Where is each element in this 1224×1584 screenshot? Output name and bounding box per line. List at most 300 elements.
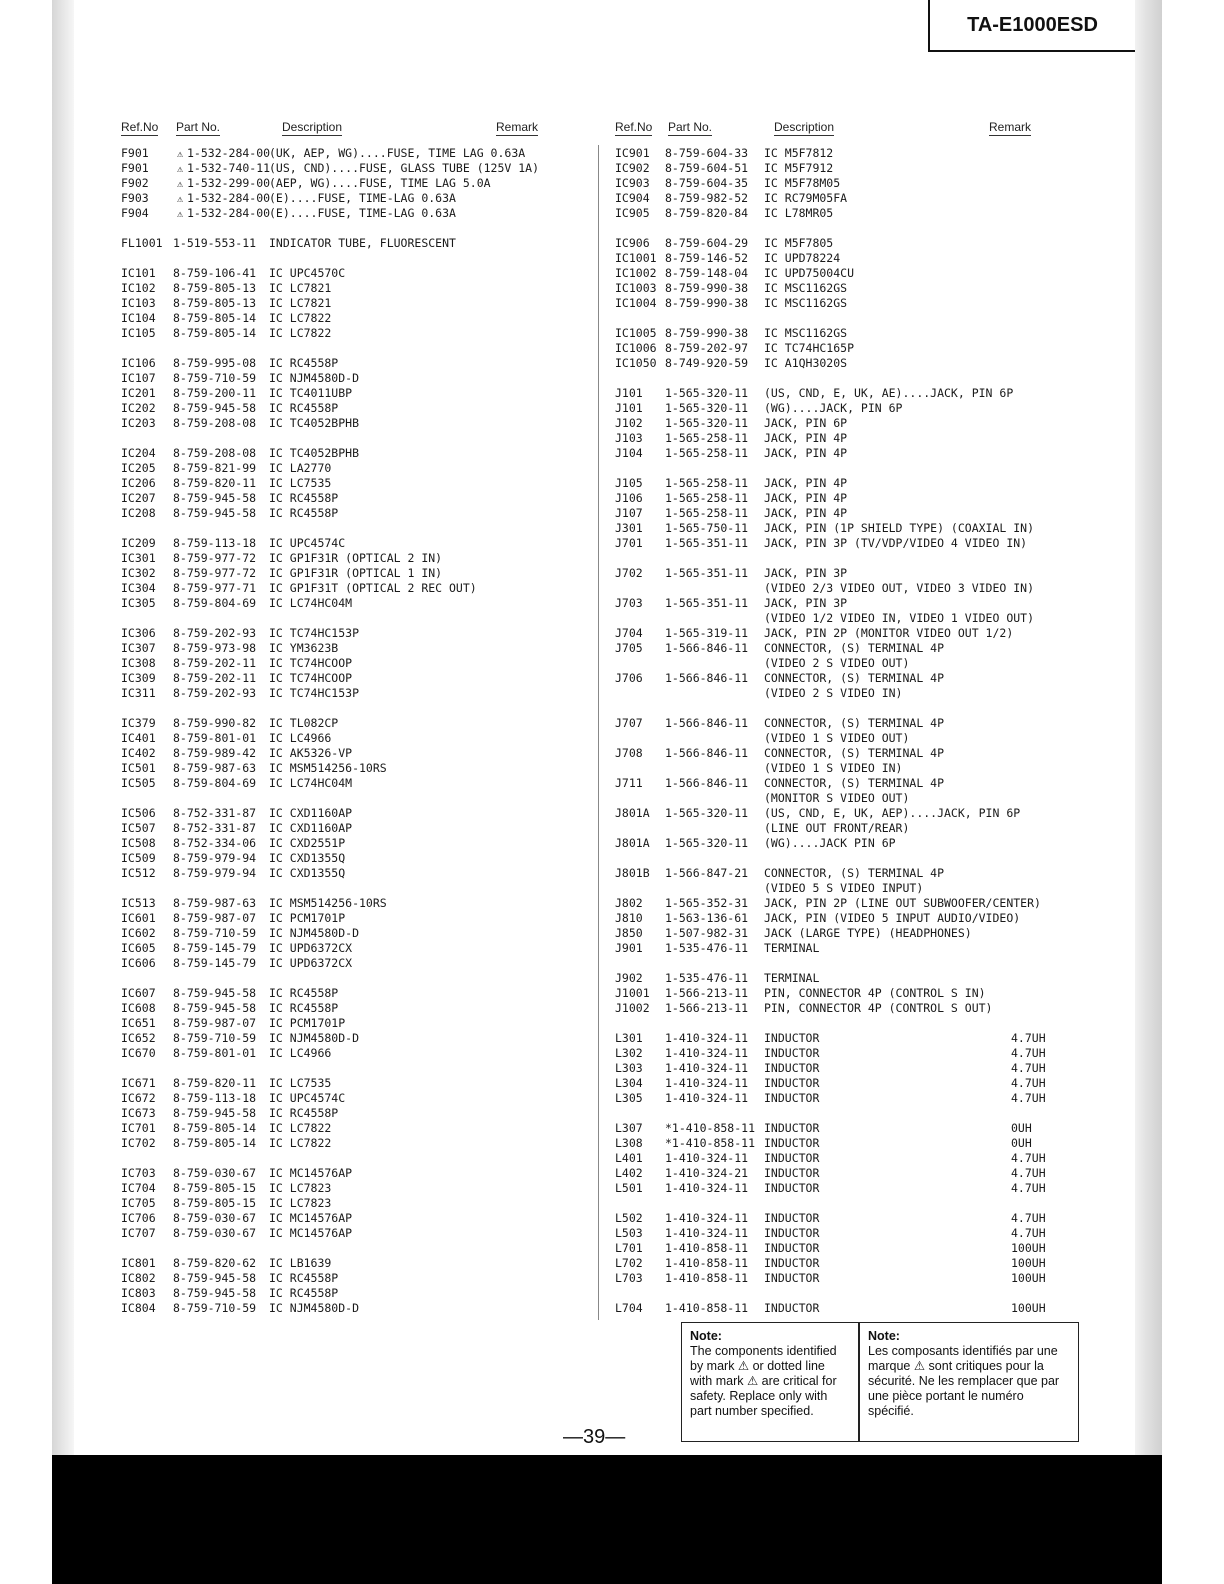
part-number: 1-532-284-00 xyxy=(187,206,271,220)
part-no xyxy=(173,506,256,521)
ref-no: J706 xyxy=(615,671,643,685)
part-no xyxy=(665,1001,748,1016)
table-row xyxy=(121,821,551,836)
description: JACK, PIN (VIDEO 5 INPUT AUDIO/VIDEO) xyxy=(764,911,1021,925)
table-row xyxy=(121,1016,551,1031)
part-number: 1-519-553-11 xyxy=(173,236,257,250)
table-row xyxy=(615,416,1075,431)
part-number: 8-759-979-94 xyxy=(173,851,257,865)
safety-note-box xyxy=(681,1322,1079,1442)
inductance-value: 4.7UH xyxy=(1011,1091,1046,1105)
description: (LINE OUT FRONT/REAR) xyxy=(764,821,910,835)
ref-no: IC508 xyxy=(121,836,156,850)
part-number: 8-752-331-87 xyxy=(173,821,257,835)
description: INDUCTOR 4.7UH xyxy=(764,1091,1046,1105)
ref-no: J701 xyxy=(615,536,643,550)
ref-no: IC905 xyxy=(615,206,650,220)
part-number: 1-565-258-11 xyxy=(665,446,749,460)
table-row xyxy=(615,536,1075,551)
ref-no: IC652 xyxy=(121,1031,156,1045)
ref-no: IC1002 xyxy=(615,266,657,280)
inductance-value: 4.7UH xyxy=(1011,1031,1046,1045)
part-number: 8-759-990-38 xyxy=(665,281,749,295)
table-row xyxy=(121,1136,551,1151)
safety-note-english xyxy=(690,1329,850,1419)
ref-no: IC305 xyxy=(121,596,156,610)
ref-no: IC206 xyxy=(121,476,156,490)
description: IC GP1F31T (OPTICAL 2 REC OUT) xyxy=(269,581,477,595)
part-number: 8-759-945-58 xyxy=(173,1286,257,1300)
page-edge-shadow-left xyxy=(52,0,74,1455)
table-row xyxy=(121,461,551,476)
part-number: 8-759-202-93 xyxy=(173,626,257,640)
parts-rows-left xyxy=(121,146,551,1316)
ref-no: IC203 xyxy=(121,416,156,430)
model-number: TA-E1000ESD xyxy=(928,0,1135,52)
table-row xyxy=(121,941,551,956)
description: INDUCTOR 100UH xyxy=(764,1301,1046,1315)
part-no xyxy=(173,896,256,911)
part-no xyxy=(665,971,748,986)
part-no xyxy=(665,866,748,881)
ref-no: J705 xyxy=(615,641,643,655)
part-no xyxy=(173,641,256,656)
note-body: The components identified by mark ⚠ or dotted line with mark ⚠ are critical for safety. Replace only with part number specified. xyxy=(690,1344,837,1418)
part-no xyxy=(665,356,748,371)
description: IC GP1F31R (OPTICAL 2 IN) xyxy=(269,551,443,565)
part-no xyxy=(173,1166,256,1181)
table-row xyxy=(615,326,1075,341)
inductance-value: 4.7UH xyxy=(1011,1151,1046,1165)
part-no xyxy=(173,1106,256,1121)
part-number: 1-566-846-11 xyxy=(665,746,749,760)
part-number: 8-749-920-59 xyxy=(665,356,749,370)
ref-no: L302 xyxy=(615,1046,643,1060)
part-no xyxy=(173,551,256,566)
header-remark: Remark xyxy=(989,120,1032,134)
part-no xyxy=(665,476,748,491)
part-no xyxy=(173,161,270,177)
ref-no: IC672 xyxy=(121,1091,156,1105)
ref-no: L304 xyxy=(615,1076,643,1090)
part-no xyxy=(173,1286,256,1301)
part-number: 1-410-324-11 xyxy=(665,1046,749,1060)
description: JACK, PIN 4P xyxy=(764,506,848,520)
table-row xyxy=(615,1226,1075,1241)
part-no xyxy=(665,1256,748,1271)
description: IC A1QH3020S xyxy=(764,356,848,370)
part-no xyxy=(173,536,256,551)
table-row xyxy=(121,1256,551,1271)
table-row xyxy=(121,416,551,431)
note-body: Les composants identifiés par une marque ⚠ sont critiques pour la sécurité. Ne les remplacer que par une pièce portant le numéro spécifié. xyxy=(868,1344,1060,1418)
description: TERMINAL xyxy=(764,971,820,985)
ref-no: FL1001 xyxy=(121,236,163,250)
ref-no: IC702 xyxy=(121,1136,156,1150)
parts-rows-right xyxy=(615,146,1075,1316)
safety-warning-icon: ⚠ xyxy=(176,164,184,175)
ref-no: IC605 xyxy=(121,941,156,955)
part-number: 1-565-319-11 xyxy=(665,626,749,640)
table-row xyxy=(615,686,1075,701)
part-no xyxy=(173,206,270,222)
description: (VIDEO 1/2 VIDEO IN, VIDEO 1 VIDEO OUT) xyxy=(764,611,1035,625)
description: IC UPD6372CX xyxy=(269,956,353,970)
table-row xyxy=(615,281,1075,296)
ref-no: F901 xyxy=(121,146,149,160)
part-no xyxy=(665,596,748,611)
part-no xyxy=(665,836,748,851)
table-row xyxy=(121,806,551,821)
table-row xyxy=(615,1151,1075,1166)
part-no xyxy=(173,866,256,881)
table-row xyxy=(121,1166,551,1181)
part-number: 8-759-146-52 xyxy=(665,251,749,265)
description: INDUCTOR 4.7UH xyxy=(764,1076,1046,1090)
part-number: 1-566-213-11 xyxy=(665,986,749,1000)
parts-group xyxy=(121,716,551,791)
note-divider xyxy=(858,1323,860,1441)
part-no xyxy=(665,1061,748,1076)
part-number: 1-565-258-11 xyxy=(665,431,749,445)
description: (US, CND, E, UK, AE)....JACK, PIN 6P xyxy=(764,386,1014,400)
description: IC LA2770 xyxy=(269,461,332,475)
table-row xyxy=(615,881,1075,896)
inductance-value: 4.7UH xyxy=(1011,1076,1046,1090)
part-number: 1-532-284-00 xyxy=(187,146,271,160)
description: INDUCTOR 0UH xyxy=(764,1121,1032,1135)
parts-group xyxy=(121,626,551,701)
ref-no: L305 xyxy=(615,1091,643,1105)
part-number: 8-759-805-13 xyxy=(173,296,257,310)
part-number: 8-759-945-58 xyxy=(173,1271,257,1285)
description: (E)....FUSE, TIME-LAG 0.63A xyxy=(269,191,456,205)
table-row xyxy=(121,266,551,281)
part-number: 8-759-982-52 xyxy=(665,191,749,205)
part-number: 1-410-324-11 xyxy=(665,1181,749,1195)
ref-no: IC706 xyxy=(121,1211,156,1225)
part-number: 1-410-324-11 xyxy=(665,1031,749,1045)
parts-group xyxy=(615,146,1075,221)
part-number: 1-565-351-11 xyxy=(665,536,749,550)
part-number: 1-507-982-31 xyxy=(665,926,749,940)
table-row xyxy=(121,536,551,551)
description: (UK, AEP, WG)....FUSE, TIME LAG 0.63A xyxy=(269,146,526,160)
ref-no: IC202 xyxy=(121,401,156,415)
table-row xyxy=(121,1091,551,1106)
part-no xyxy=(665,266,748,281)
inductance-value: 4.7UH xyxy=(1011,1181,1046,1195)
ref-no: IC1004 xyxy=(615,296,657,310)
part-no xyxy=(173,626,256,641)
part-no xyxy=(665,716,748,731)
part-number: 8-759-977-72 xyxy=(173,551,257,565)
description: INDUCTOR 0UH xyxy=(764,1136,1032,1150)
part-no xyxy=(173,191,270,207)
part-no xyxy=(173,236,256,251)
ref-no: J105 xyxy=(615,476,643,490)
part-no xyxy=(665,326,748,341)
description: JACK, PIN (1P SHIELD TYPE) (COAXIAL IN) xyxy=(764,521,1035,535)
description: IC MSC1162GS xyxy=(764,281,848,295)
ref-no: IC107 xyxy=(121,371,156,385)
table-row xyxy=(121,911,551,926)
page-edge-shadow-right xyxy=(1135,0,1162,1455)
table-row xyxy=(121,1211,551,1226)
table-row xyxy=(615,431,1075,446)
ref-no: L702 xyxy=(615,1256,643,1270)
ref-no: IC607 xyxy=(121,986,156,1000)
description: CONNECTOR, (S) TERMINAL 4P xyxy=(764,641,945,655)
scan-border xyxy=(52,1455,1162,1584)
part-number: 1-565-258-11 xyxy=(665,476,749,490)
part-number: 1-410-858-11 xyxy=(665,1301,749,1315)
table-row xyxy=(615,986,1075,1001)
table-row xyxy=(121,731,551,746)
description: IC LB1639 xyxy=(269,1256,332,1270)
note-title: Note: xyxy=(868,1329,900,1343)
table-row xyxy=(615,356,1075,371)
part-number: 8-759-973-98 xyxy=(173,641,257,655)
table-row xyxy=(121,281,551,296)
part-no xyxy=(173,326,256,341)
part-no xyxy=(173,401,256,416)
part-no xyxy=(173,926,256,941)
description: IC RC4558P xyxy=(269,401,339,415)
description: IC UPC4570C xyxy=(269,266,346,280)
table-row xyxy=(121,836,551,851)
ref-no: IC306 xyxy=(121,626,156,640)
table-row xyxy=(121,311,551,326)
parts-group xyxy=(615,326,1075,371)
safety-warning-icon: ⚠ xyxy=(176,194,184,205)
description: IC UPD6372CX xyxy=(269,941,353,955)
table-row xyxy=(615,821,1075,836)
description: IC MSM514256-10RS xyxy=(269,896,387,910)
description: IC TC4052BPHB xyxy=(269,446,360,460)
table-row xyxy=(615,386,1075,401)
safety-warning-icon: ⚠ xyxy=(176,149,184,160)
ref-no: F903 xyxy=(121,191,149,205)
description: JACK (LARGE TYPE) (HEADPHONES) xyxy=(764,926,972,940)
description: IC LC7822 xyxy=(269,311,332,325)
page-number: —39— xyxy=(563,1426,626,1448)
part-no xyxy=(173,1136,256,1151)
ref-no: IC302 xyxy=(121,566,156,580)
description: IC TL082CP xyxy=(269,716,339,730)
ref-no: IC1003 xyxy=(615,281,657,295)
part-no xyxy=(665,911,748,926)
table-row xyxy=(615,896,1075,911)
description: (MONITOR S VIDEO OUT) xyxy=(764,791,910,805)
description: CONNECTOR, (S) TERMINAL 4P xyxy=(764,866,945,880)
ref-no: F901 xyxy=(121,161,149,175)
part-number: 8-759-979-94 xyxy=(173,866,257,880)
description: INDUCTOR 4.7UH xyxy=(764,1211,1046,1225)
description: IC CXD1355Q xyxy=(269,866,346,880)
description: IC M5F78M05 xyxy=(764,176,841,190)
ref-no: J1001 xyxy=(615,986,650,1000)
table-row xyxy=(615,161,1075,176)
ref-no: IC801 xyxy=(121,1256,156,1270)
parts-group xyxy=(615,1211,1075,1286)
ref-no: IC208 xyxy=(121,506,156,520)
description: (US, CND)....FUSE, GLASS TUBE (125V 1A) xyxy=(269,161,540,175)
ref-no: IC803 xyxy=(121,1286,156,1300)
table-row xyxy=(121,191,551,206)
table-row xyxy=(615,1031,1075,1046)
ref-no: L502 xyxy=(615,1211,643,1225)
description: IC PCM1701P xyxy=(269,911,346,925)
description: (E)....FUSE, TIME-LAG 0.63A xyxy=(269,206,456,220)
ref-no: IC601 xyxy=(121,911,156,925)
part-number: 1-565-320-11 xyxy=(665,836,749,850)
description: IC MC14576AP xyxy=(269,1226,353,1240)
table-row xyxy=(615,716,1075,731)
ref-no: IC308 xyxy=(121,656,156,670)
ref-no: IC509 xyxy=(121,851,156,865)
ref-no: J708 xyxy=(615,746,643,760)
part-no xyxy=(173,746,256,761)
table-row xyxy=(615,641,1075,656)
ref-no: IC301 xyxy=(121,551,156,565)
description: INDUCTOR 4.7UH xyxy=(764,1046,1046,1060)
ref-no: IC201 xyxy=(121,386,156,400)
table-row xyxy=(121,956,551,971)
part-number: 8-759-804-69 xyxy=(173,596,257,610)
ref-no: IC670 xyxy=(121,1046,156,1060)
table-row xyxy=(121,716,551,731)
part-number: 1-565-320-11 xyxy=(665,386,749,400)
description: IC LC7823 xyxy=(269,1196,332,1210)
part-number: 8-759-604-51 xyxy=(665,161,749,175)
column-divider xyxy=(598,145,599,1320)
part-no xyxy=(665,296,748,311)
part-number: 8-759-820-84 xyxy=(665,206,749,220)
description: IC TC74HCOOP xyxy=(269,656,353,670)
description: IC LC74HC04M xyxy=(269,776,353,790)
part-number: 1-565-352-31 xyxy=(665,896,749,910)
table-row xyxy=(121,866,551,881)
table-row xyxy=(615,1091,1075,1106)
description: IC NJM4580D-D xyxy=(269,1301,360,1315)
description: IC RC4558P xyxy=(269,491,339,505)
ref-no: IC904 xyxy=(615,191,650,205)
description: INDUCTOR 100UH xyxy=(764,1256,1046,1270)
part-no xyxy=(173,266,256,281)
part-no xyxy=(173,671,256,686)
part-no xyxy=(173,416,256,431)
parts-group xyxy=(121,236,551,251)
inductance-value: 100UH xyxy=(1011,1256,1046,1270)
part-no xyxy=(173,1046,256,1061)
part-no xyxy=(665,986,748,1001)
table-row xyxy=(615,731,1075,746)
part-number: 1-410-324-11 xyxy=(665,1211,749,1225)
table-row xyxy=(615,656,1075,671)
description: IC LC4966 xyxy=(269,731,332,745)
part-no xyxy=(665,776,748,791)
inductance-value: 4.7UH xyxy=(1011,1061,1046,1075)
part-number: 1-566-213-11 xyxy=(665,1001,749,1015)
part-no xyxy=(665,1076,748,1091)
part-number: 1-563-136-61 xyxy=(665,911,749,925)
ref-no: J711 xyxy=(615,776,643,790)
description: JACK, PIN 3P xyxy=(764,596,848,610)
header-part-no: Part No. xyxy=(668,120,713,134)
parts-group xyxy=(615,1031,1075,1106)
table-row xyxy=(121,761,551,776)
part-number: 8-759-030-67 xyxy=(173,1211,257,1225)
parts-group xyxy=(615,971,1075,1016)
description: (US, CND, E, UK, AEP)....JACK, PIN 6P xyxy=(764,806,1021,820)
part-no xyxy=(665,506,748,521)
description: IC GP1F31R (OPTICAL 1 IN) xyxy=(269,566,443,580)
part-no xyxy=(173,1181,256,1196)
part-number: 1-565-258-11 xyxy=(665,491,749,505)
table-row xyxy=(121,776,551,791)
part-no xyxy=(665,1226,748,1241)
description: (VIDEO 2 S VIDEO IN) xyxy=(764,686,903,700)
description: INDUCTOR 4.7UH xyxy=(764,1181,1046,1195)
table-row xyxy=(615,506,1075,521)
ref-no: IC505 xyxy=(121,776,156,790)
part-no xyxy=(665,1046,748,1061)
description: IC M5F7812 xyxy=(764,146,834,160)
table-row xyxy=(121,1076,551,1091)
table-row xyxy=(121,1046,551,1061)
ref-no: L308 xyxy=(615,1136,643,1150)
ref-no: IC651 xyxy=(121,1016,156,1030)
parts-group xyxy=(615,1121,1075,1196)
part-number: 8-759-030-67 xyxy=(173,1226,257,1240)
part-no xyxy=(173,311,256,326)
part-number: 1-410-324-11 xyxy=(665,1091,749,1105)
part-no xyxy=(665,566,748,581)
description: IC MSM514256-10RS xyxy=(269,761,387,775)
ref-no: J801A xyxy=(615,836,650,850)
table-row xyxy=(121,446,551,461)
table-row xyxy=(615,446,1075,461)
table-row xyxy=(615,1256,1075,1271)
table-row xyxy=(615,866,1075,881)
part-no xyxy=(173,941,256,956)
part-no xyxy=(173,356,256,371)
description: IC MC14576AP xyxy=(269,1166,353,1180)
description: INDUCTOR 4.7UH xyxy=(764,1031,1046,1045)
part-no xyxy=(665,896,748,911)
ref-no: IC304 xyxy=(121,581,156,595)
part-number: 8-759-820-62 xyxy=(173,1256,257,1270)
part-no xyxy=(665,206,748,221)
part-number: 8-759-990-82 xyxy=(173,716,257,730)
part-no xyxy=(173,446,256,461)
part-no xyxy=(173,1196,256,1211)
inductance-value: 100UH xyxy=(1011,1301,1046,1315)
description: (VIDEO 5 S VIDEO INPUT) xyxy=(764,881,924,895)
ref-no: L704 xyxy=(615,1301,643,1315)
ref-no: IC209 xyxy=(121,536,156,550)
table-row xyxy=(121,1286,551,1301)
part-no xyxy=(173,1031,256,1046)
description: JACK, PIN 2P (LINE OUT SUBWOOFER/CENTER) xyxy=(764,896,1041,910)
ref-no: IC105 xyxy=(121,326,156,340)
part-number: 1-410-858-11 xyxy=(665,1271,749,1285)
table-row xyxy=(121,1271,551,1286)
description: IC LC7822 xyxy=(269,1136,332,1150)
table-row xyxy=(615,1166,1075,1181)
part-number: 8-759-208-08 xyxy=(173,446,257,460)
